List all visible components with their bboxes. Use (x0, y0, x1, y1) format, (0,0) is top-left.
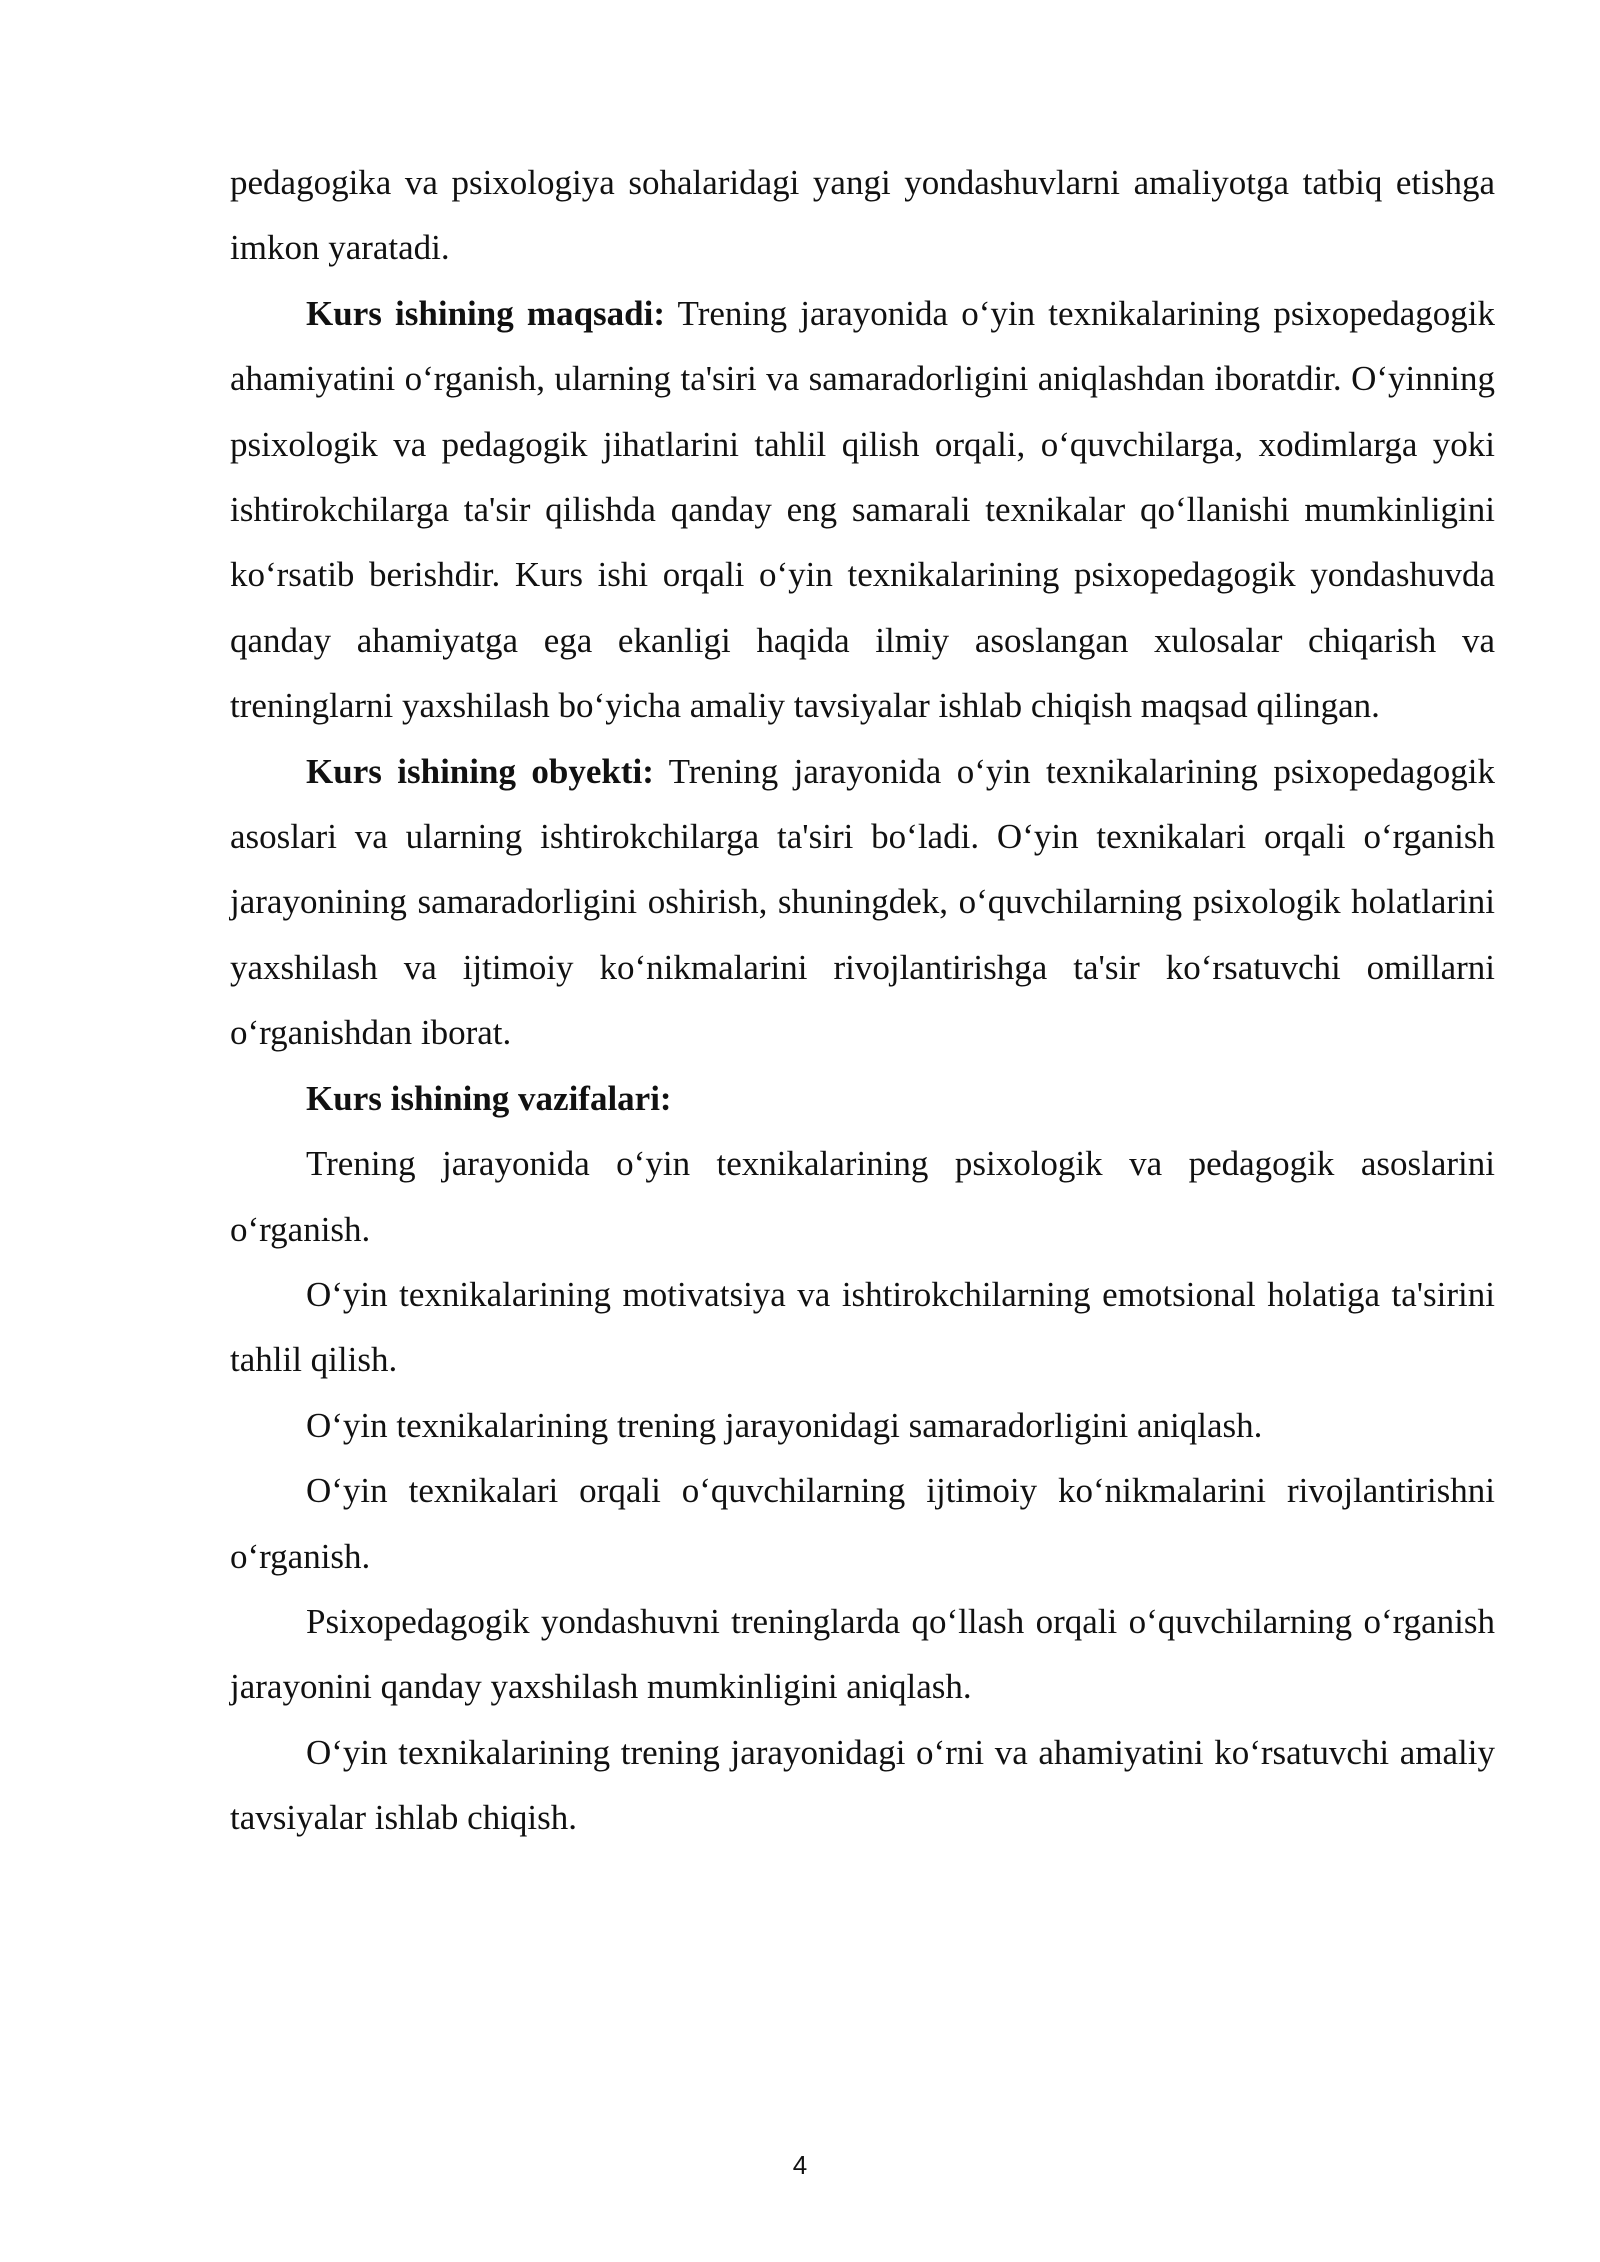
task-item-3 (230, 1393, 1495, 1458)
task-item-6 (230, 1720, 1495, 1851)
task-item-5 (230, 1589, 1495, 1720)
task-text: Oʻyin texnikalarining trening jarayonidagi oʻrni va ahamiyatini koʻrsatuvchi amaliy tavsiyalar ishlab chiqish. (230, 1732, 1495, 1838)
paragraph-goal (230, 281, 1495, 739)
task-text: Oʻyin texnikalarining trening jarayonidagi samaradorligini aniqlash. (306, 1405, 1263, 1445)
paragraph-object (230, 739, 1495, 1066)
document-page (230, 150, 1495, 1851)
page-number: 4 (792, 2150, 808, 2180)
paragraph-tasks-heading (230, 1066, 1495, 1131)
object-text: Trening jarayonida oʻyin texnikalarining psixopedagogik asoslari va ularning ishtirokchilarga ta'siri boʻladi. Oʻyin texnikalari orqali oʻrganish jarayonining samaradorligini oshirish, shuningdek, oʻquvchilarning psixologik holatlarini yaxshilash va ijtimoiy koʻnikmalarini rivojlantirishga ta'sir koʻrsatuvchi omillarni oʻrganishdan iborat. (230, 751, 1495, 1053)
task-text: Psixopedagogik yondashuvni treninglarda qoʻllash orqali oʻquvchilarning oʻrganish jarayonini qanday yaxshilash mumkinligini aniqlash. (230, 1601, 1495, 1707)
task-text: Trening jarayonida oʻyin texnikalarining psixologik va pedagogik asoslarini oʻrganish. (230, 1144, 1495, 1249)
object-heading: Kurs ishining obyekti: (306, 751, 654, 791)
tasks-heading: Kurs ishining vazifalari: (306, 1078, 672, 1118)
paragraph-text: pedagogika va psixologiya sohalaridagi yangi yondashuvlarni amaliyotga tatbiq etishga imkon yaratadi. (230, 163, 1495, 268)
task-item-1 (230, 1131, 1495, 1262)
goal-text: Trening jarayonida oʻyin texnikalarining psixopedagogik ahamiyatini oʻrganish, ularning ta'siri va samaradorligini aniqlashdan iboratdir. Oʻyinning psixologik va pedagogik jihatlarini tahlil qilish orqali, oʻquvchilarga, xodimlarga yoki ishtirokchilarga ta'sir qilishda qanday eng samarali texnikalar qoʻllanishi mumkinligini koʻrsatib berishdir. Kurs ishi orqali oʻyin texnikalarining psixopedagogik yondashuvda qanday ahamiyatga ega ekanligi haqida ilmiy asoslangan xulosalar chiqarish va treninglarni yaxshilash boʻyicha amaliy tavsiyalar ishlab chiqish maqsad qilingan. (230, 293, 1495, 726)
task-text: Oʻyin texnikalarining motivatsiya va ishtirokchilarning emotsional holatiga ta'sirini tahlil qilish. (230, 1274, 1495, 1380)
goal-heading: Kurs ishining maqsadi: (306, 293, 665, 333)
task-item-2 (230, 1262, 1495, 1393)
paragraph-intro-continuation (230, 150, 1495, 281)
task-item-4 (230, 1458, 1495, 1589)
task-text: Oʻyin texnikalari orqali oʻquvchilarning ijtimoiy koʻnikmalarini rivojlantirishni oʻrganish. (230, 1471, 1495, 1576)
